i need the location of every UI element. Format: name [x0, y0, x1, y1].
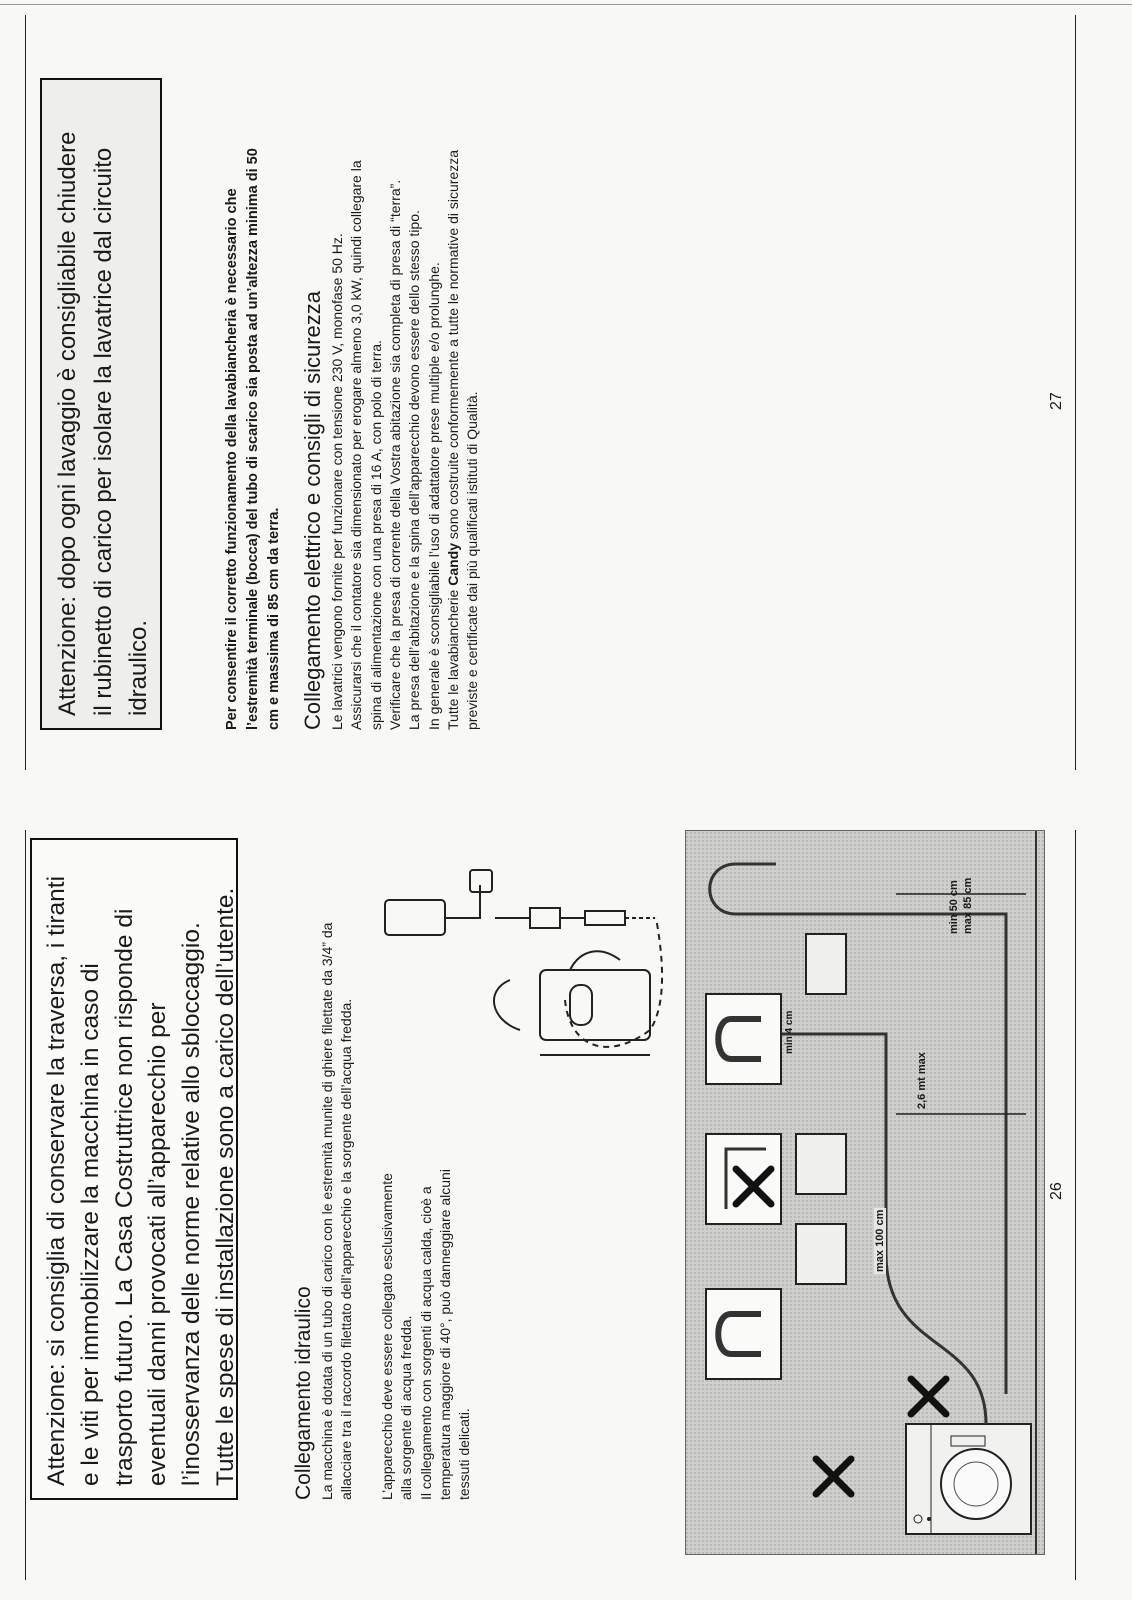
warning-line-3: trasporto futuro. La Casa Costruttrice non risponde di	[110, 908, 138, 1486]
faucet-connection-sketch	[370, 830, 670, 1060]
note-line-5: tessuti delicati.	[456, 1408, 473, 1500]
page-number-left: 26	[1048, 1182, 1065, 1200]
drain-height-paragraph	[222, 148, 285, 730]
electrical-paragraph	[328, 150, 483, 730]
warning-line-1: Attenzione: si consiglia di conservare la traversa, i tiranti	[43, 875, 70, 1486]
closing-after: sono costruite conformemente a tutte le normative di sicurezza	[444, 150, 461, 543]
note-line-4: temperatura maggiore di 40°, può danneggiare alcuni	[436, 1169, 453, 1500]
electrical-line-5: La presa dell’abitazione e la spina dell’apparecchio devono essere dello stesso tipo.	[406, 210, 423, 730]
tap-warning-box	[40, 78, 162, 730]
label-max-height: 2,6 mt max	[916, 1052, 928, 1109]
tap-warning-line-3: idraulico.	[125, 619, 153, 716]
section-title-hydraulic: Collegamento idraulico	[292, 1286, 315, 1500]
electrical-line-3: spina di alimentazione con una presa di 16 A, con polo di terra.	[367, 340, 384, 730]
top-rule-left	[25, 830, 26, 1580]
note-line-2: alla sorgente di acqua fredda.	[398, 1315, 415, 1500]
bottom-rule-left	[1075, 830, 1076, 1580]
note-line-3: Il collegamento con sorgenti di acqua calda, cioè a	[417, 1186, 434, 1500]
top-rule-right	[25, 15, 26, 770]
electrical-line-6: In generale è sconsigliabile l’uso di adattatore prese multiple e/o prolunghe.	[425, 262, 442, 730]
electrical-line-7	[444, 150, 463, 730]
faucet-body	[385, 900, 445, 935]
washing-machine-icon	[906, 1424, 1031, 1534]
intro-line-1: La macchina è dotata di un tubo di carico con le estremità munite di ghiere filettate da 3/4” da	[319, 922, 335, 1500]
installation-warning-box	[30, 838, 238, 1500]
warning-line-2: e le viti per immobilizzare la macchina in caso di	[76, 963, 104, 1486]
label-max-outlet: max 85 cm	[962, 877, 974, 934]
hydraulic-intro	[318, 923, 357, 1500]
drain-line-2: l’estremità terminale (bocca) del tubo di scarico sia posta ad un’altezza minima di 50	[245, 148, 262, 730]
warning-line-6: Tutte le spese di installazione sono a carico dell’utente.	[211, 887, 239, 1486]
electrical-line-2: Assicurarsi che il contatore sia dimensionato per erogare almeno 3,0 kW, quindi collegare la	[348, 160, 365, 730]
page-edge	[0, 4, 1132, 5]
bottom-rule-right	[1075, 15, 1076, 770]
page-number-right: 27	[1048, 392, 1065, 410]
intro-line-2: allacciare tra il raccordo filettato dell’apparecchio e la sorgente dell’acqua fredda.	[338, 998, 355, 1500]
electrical-line-1: Le lavatrici vengono fornite per funzionare con tensione 230 V, monofase 50 Hz.	[329, 233, 345, 730]
electrical-line-8: previste e certificate dai più qualificati istituti di Qualità.	[464, 391, 481, 730]
electrical-line-4: Verificare che la presa di corrente della Vostra abitazione sia completa di presa di “terra”.	[386, 179, 403, 730]
warning-line-5: l’inosservanza delle norme relative allo sbloccaggio.	[178, 922, 206, 1486]
label-max-length: max 100 cm	[874, 1209, 886, 1272]
brand-candy: Candy	[444, 542, 461, 586]
closing-before: Tutte le lavabiancherie	[444, 585, 461, 730]
drain-line-1: Per consentire il corretto funzionamento della lavabiancheria è necessario che	[224, 188, 240, 730]
cold-water-note	[378, 1169, 475, 1500]
drain-line-3: cm e massima di 85 cm da terra.	[266, 507, 283, 730]
label-min-curve: min 4 cm	[784, 1010, 795, 1054]
tap-warning-line-1: Attenzione: dopo ogni lavaggio è consigliabile chiudere	[54, 131, 81, 716]
hose-curve-inset-2	[706, 994, 781, 1084]
label-min-height: min 50 cm	[948, 880, 960, 934]
tap-warning-line-2: il rubinetto di carico per isolare la lavatrice dal circuito	[89, 147, 117, 716]
note-line-1: L’apparecchio deve essere collegato esclusivamente	[379, 1173, 395, 1500]
hose-curve-inset-1	[706, 1289, 781, 1379]
installation-diagram	[685, 830, 1045, 1555]
section-title-electrical: Collegamento elettrico e consigli di sicurezza	[300, 291, 325, 730]
warning-line-4: eventuali danni provocati all’apparecchio per	[144, 1002, 172, 1486]
wrong-connection-inset	[706, 1134, 781, 1224]
